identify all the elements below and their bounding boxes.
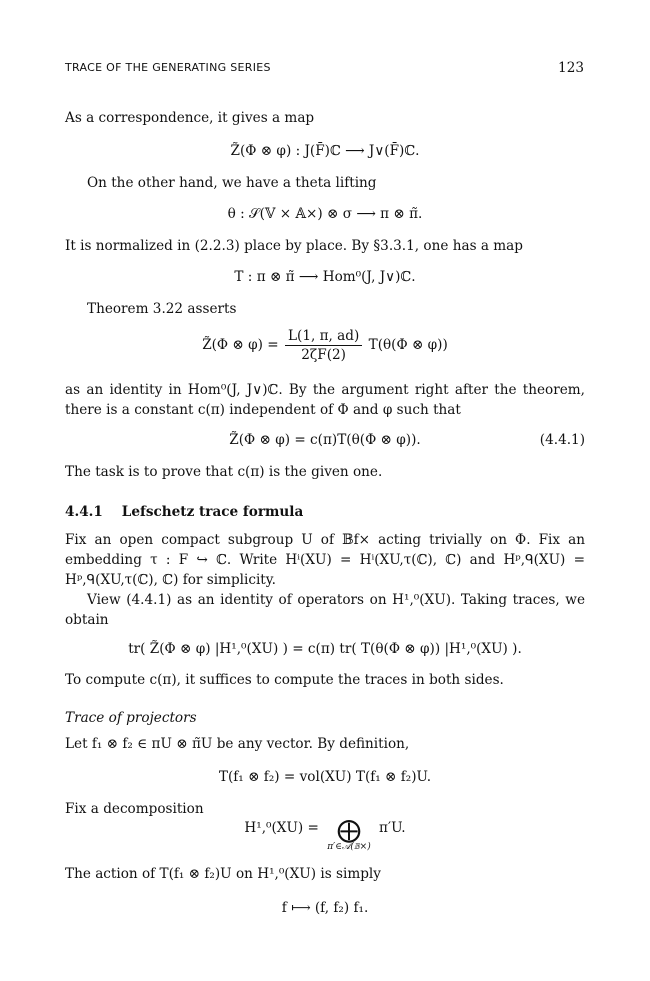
paragraph-line: The task is to prove that c(π) is the given one. (65, 464, 383, 480)
paragraph-line: As a correspondence, it gives a map (65, 110, 315, 126)
section-heading (65, 502, 585, 522)
paragraph-line: Theorem 3.22 asserts (87, 301, 237, 317)
paragraph: View (4.4.1) as an identity of operators on H¹,⁰(XU). Taking traces, we obtain (65, 592, 585, 628)
paragraph-line: Fix a decomposition (65, 801, 204, 817)
fraction-denominator: 2ζF(2) (301, 347, 346, 363)
subheading: Trace of projectors (65, 710, 197, 726)
oplus-symbol: ⨁ (336, 816, 361, 844)
equation-trace: tr( Z̃(Φ ⊗ φ) |H¹,⁰(XU) ) = c(π) tr( T(θ(Φ ⊗ φ)) |H¹,⁰(XU) ). (128, 641, 522, 657)
equation-body: Z̃(Φ ⊗ φ) = c(π)T(θ(Φ ⊗ φ)). (229, 432, 421, 448)
running-title: TRACE OF THE GENERATING SERIES (65, 61, 271, 74)
paragraph-line: The action of T(f₁ ⊗ f₂)U on H¹,⁰(XU) is simply (65, 866, 381, 882)
equation-action: f ⟼ (f, f₂) f₁. (281, 900, 369, 916)
eq-rhs: T(θ(Φ ⊗ φ)) (368, 337, 448, 353)
equation-number: (4.4.1) (539, 432, 585, 448)
paragraph-line: To compute c(π), it suffices to compute the traces in both sides. (65, 672, 504, 688)
equation-T-vol: T(f₁ ⊗ f₂) = vol(XU) T(f₁ ⊗ f₂)U. (218, 769, 432, 785)
direct-sum-index: π′∈𝒜(𝔹×) (327, 842, 371, 852)
paragraph: Fix an open compact subgroup U of 𝔹f× acting trivially on Φ. Fix an embedding τ : F ↪ ℂ. Write Hⁱ(XU) = Hⁱ(XU,τ(ℂ), ℂ) and Hᵖ,ᑫ(XU) = Hᵖ,ᑫ(XU,τ(ℂ), ℂ) for simplicity. (65, 532, 585, 588)
section-title: Lefschetz trace formula (121, 504, 304, 520)
paragraph-line: On the other hand, we have a theta lifting (87, 175, 377, 191)
eq-lhs: H¹,⁰(XU) = (244, 820, 319, 836)
equation-zeta-map: Z̃(Φ ⊗ φ) : J(F̄)ℂ ⟶ J∨(F̄)ℂ. (230, 143, 420, 159)
paragraph: as an identity in Hom⁰(J, J∨)ℂ. By the argument right after the theorem, there is a constant c(π) independent of Φ and φ such that (65, 382, 585, 418)
section-number: 4.4.1 (65, 504, 103, 520)
paragraph-line: Let f₁ ⊗ f₂ ∈ πU ⊗ π̃U be any vector. By definition, (65, 736, 410, 752)
paragraph-line: It is normalized in (2.2.3) place by place. By §3.3.1, one has a map (65, 238, 523, 254)
eq-rhs: π′U. (379, 820, 406, 836)
equation-decomposition (65, 818, 585, 856)
equation-T-map: T : π ⊗ π̃ ⟶ Hom⁰(J, J∨)ℂ. (234, 269, 416, 285)
direct-sum (327, 818, 370, 853)
equation-theorem-3-22 (65, 327, 585, 371)
equation-theta-lifting: θ : 𝒮(𝕍 × 𝔸×) ⊗ σ ⟶ π ⊗ π̃. (227, 206, 423, 222)
equation-4-4-1 (65, 430, 585, 450)
eq-lhs: Z̃(Φ ⊗ φ) = (202, 337, 279, 353)
fraction (285, 327, 362, 364)
page-number: 123 (558, 60, 584, 76)
fraction-numerator: L(1, π, ad) (285, 327, 362, 346)
